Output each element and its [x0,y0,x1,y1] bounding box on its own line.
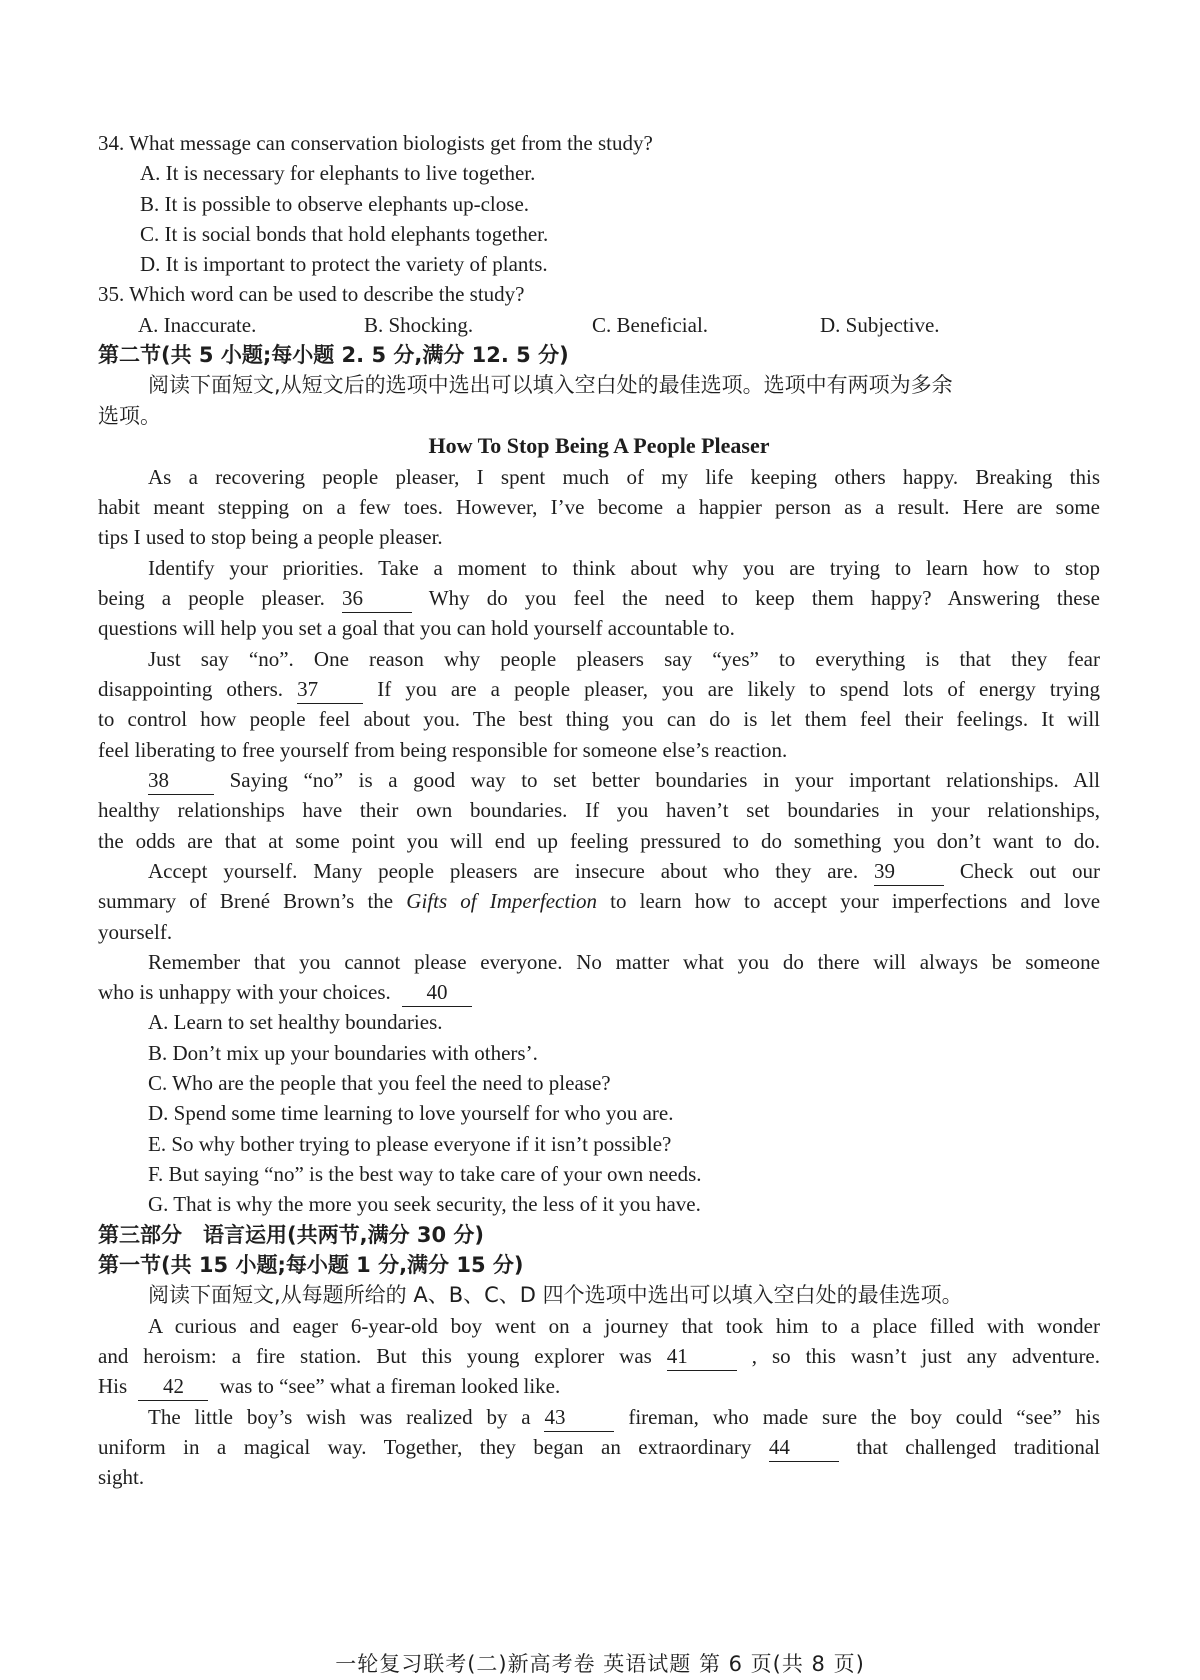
part-3-section-1-heading: 第一节(共 15 小题;每小题 1 分,满分 15 分) [98,1253,524,1277]
passage-p3-line-2 [98,673,1100,705]
cloze-p1-text: was to “see” what a fireman looked like. [219,1374,561,1398]
cloze-p2-text: fireman, who made sure the boy could “see” his [628,1405,1100,1429]
section-2-heading: 第二节(共 5 小题;每小题 2. 5 分,满分 12. 5 分) [98,343,569,367]
cloze-p1-line-3 [98,1370,560,1402]
blank-37[interactable]: 37 [297,676,363,704]
passage-p5-line-1 [148,855,1100,887]
question-34-stem: 34. What message can conservation biologists get from the study? [98,131,653,155]
passage-p5-text: summary of Brené Brown’s the [98,889,394,913]
cloze-p1-line-1: A curious and eager 6-year-old boy went on a journey that took him to a place filled with wonder [148,1314,1100,1338]
passage-p1-line-2: habit meant stepping on a few toes. However, I’ve become a happier person as a result. Here are some [98,495,1100,519]
question-35-option-b: B. Shocking. [364,313,474,337]
question-35-options [98,309,1100,341]
passage-title: How To Stop Being A People Pleaser [428,433,770,458]
passage-p3-line-3: to control how people feel about you. The best thing you can do is let them feel their feelings. It will [98,707,1100,731]
passage-p5-line-3: yourself. [98,920,173,944]
question-35-option-a: A. Inaccurate. [138,313,257,337]
cloze-p2-text: uniform in a magical way. Together, they began an extraordinary [98,1435,752,1459]
cloze-p2-text: that challenged traditional [856,1435,1100,1459]
passage-p2-text: Why do you feel the need to keep them happy? Answering these [428,586,1100,610]
question-34-option-c: C. It is social bonds that hold elephants together. [140,222,549,246]
cloze-p1-text: His [98,1374,128,1398]
section-2-option-a: A. Learn to set healthy boundaries. [148,1010,443,1034]
section-2-option-c: C. Who are the people that you feel the need to please? [148,1071,611,1095]
passage-p4-line-1 [148,764,1100,796]
passage-p4-line-3: the odds are that at some point you will end up feeling pressured to do something you don’t want to do. [98,829,1100,853]
book-title: Gifts of Imperfection [406,889,598,913]
blank-41[interactable]: 41 [667,1343,737,1371]
page-footer: 一轮复习联考(二)新高考卷 英语试题 第 6 页(共 8 页) [335,1652,865,1676]
passage-p5-text: Check out our [959,859,1100,883]
section-2-option-d: D. Spend some time learning to love yourself for who you are. [148,1101,674,1125]
question-34-option-a: A. It is necessary for elephants to live together. [140,161,536,185]
part-3-instruction: 阅读下面短文,从每题所给的 A、B、C、D 四个选项中选出可以填入空白处的最佳选项。 [148,1283,963,1307]
cloze-p2-line-1 [148,1401,1100,1433]
passage-p1-line-1: As a recovering people pleaser, I spent much of my life keeping others happy. Breaking this [148,465,1100,489]
blank-43[interactable]: 43 [544,1404,614,1432]
blank-38[interactable]: 38 [148,767,214,795]
cloze-p2-line-3: sight. [98,1465,145,1489]
section-2-instruction-line-2: 选项。 [98,404,161,428]
cloze-p1-text: and heroism: a fire station. But this young explorer was [98,1344,652,1368]
blank-39[interactable]: 39 [874,858,944,886]
cloze-p2-text: The little boy’s wish was realized by a [148,1405,531,1429]
blank-36[interactable]: 36 [342,585,412,613]
passage-p5-text: Accept yourself. Many people pleasers are insecure about who they are. [148,859,859,883]
passage-p2-line-2 [98,582,1100,614]
section-2-option-e: E. So why bother trying to please everyone if it isn’t possible? [148,1132,672,1156]
passage-p4-text: Saying “no” is a good way to set better boundaries in your important relationships. All [229,768,1100,792]
question-35-stem: 35. Which word can be used to describe the study? [98,282,525,306]
question-34-option-b: B. It is possible to observe elephants up-close. [140,192,530,216]
passage-p2-line-3: questions will help you set a goal that you can hold yourself accountable to. [98,616,735,640]
cloze-p1-text: , so this wasn’t just any adventure. [751,1344,1100,1368]
passage-p2-line-1: Identify your priorities. Take a moment to think about why you are trying to learn how to stop [148,556,1100,580]
passage-p3-text: If you are a people pleaser, you are likely to spend lots of energy trying [377,677,1100,701]
section-2-instruction-line-1: 阅读下面短文,从短文后的选项中选出可以填入空白处的最佳选项。选项中有两项为多余 [148,373,953,397]
passage-p2-text: being a people pleaser. [98,586,325,610]
section-2-option-g: G. That is why the more you seek security, the less of it you have. [148,1192,701,1216]
part-3-heading: 第三部分 语言运用(共两节,满分 30 分) [98,1223,485,1247]
passage-p5-line-2 [98,885,1100,917]
question-35-option-d: D. Subjective. [820,313,940,337]
question-34-option-d: D. It is important to protect the variety of plants. [140,252,548,276]
blank-40[interactable]: 40 [402,979,472,1007]
section-2-option-b: B. Don’t mix up your boundaries with others’. [148,1041,538,1065]
passage-p1-line-3: tips I used to stop being a people pleaser. [98,525,443,549]
passage-p6-line-1: Remember that you cannot please everyone. No matter what you do there will always be someone [148,950,1100,974]
blank-44[interactable]: 44 [769,1434,839,1462]
passage-p6-line-2 [98,976,472,1008]
passage-p3-line-4: feel liberating to free yourself from being responsible for someone else’s reaction. [98,738,788,762]
blank-42[interactable]: 42 [138,1373,208,1401]
passage-p6-text: who is unhappy with your choices. [98,980,391,1004]
cloze-p2-line-2 [98,1431,1100,1463]
passage-p3-text: disappointing others. [98,677,284,701]
passage-p4-line-2: healthy relationships have their own boundaries. If you haven’t set boundaries in your relationships, [98,798,1100,822]
passage-p3-line-1: Just say “no”. One reason why people pleasers say “yes” to everything is that they fear [148,647,1100,671]
passage-p5-text: to learn how to accept your imperfections and love [610,889,1100,913]
section-2-option-f: F. But saying “no” is the best way to take care of your own needs. [148,1162,702,1186]
question-35-option-c: C. Beneficial. [592,313,709,337]
exam-content [98,0,1100,1640]
cloze-p1-line-2 [98,1340,1100,1372]
